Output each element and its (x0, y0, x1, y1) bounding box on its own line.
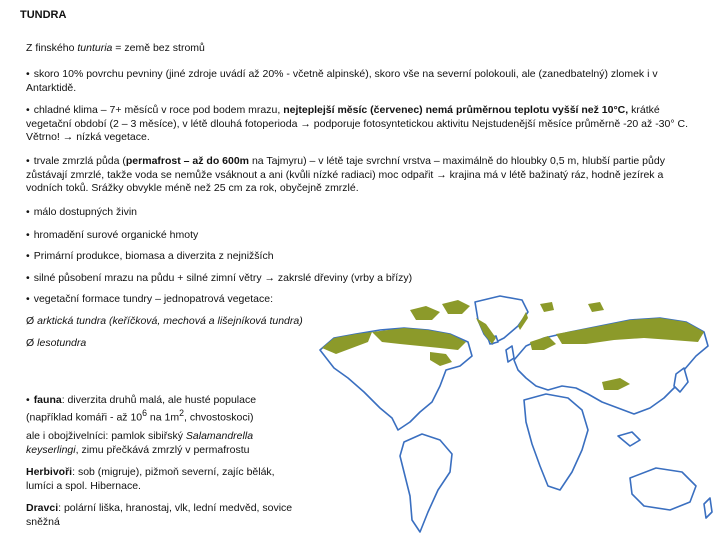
fauna-paragraph: • fauna: diverzita druhů malá, ale husté populace (například komáři - až $10^6$ na $1m^2$, chvostoskoci) (26, 394, 257, 424)
bullet-mark: • (26, 394, 30, 406)
arrow-bullet-icon: Ø (26, 337, 35, 349)
subtype-arctic: Ø arktická tundra (keříčková, mechová a lišejníková tundra) (26, 315, 303, 327)
bullet-formations: • vegetační formace tundry – jednopatrová vegetace: (26, 293, 274, 305)
bullet-mark: • (26, 250, 30, 262)
australia-shape (630, 468, 696, 510)
etymology-line: Z finského tunturia = země bez stromů (26, 42, 205, 54)
herbivores-paragraph: Herbivoři: sob (migruje), pižmoň severní, zajíc bělák, lumíci a spol. Hibernace. (26, 466, 275, 492)
subtype-forest: Ø lesotundra (26, 337, 87, 349)
bullet-mark: • (26, 206, 30, 218)
new-zealand-shape (704, 498, 712, 518)
tundra-arctic-islands (410, 300, 470, 320)
bullet-mark: • (26, 229, 30, 241)
bullet-production: • Primární produkce, biomasa a diverzita z nejnižších (26, 250, 274, 262)
bullet-mark: • (26, 68, 30, 80)
bullet-coverage: • skoro 10% povrchu pevniny (jiné zdroje uvádí až 20% - včetně alpinské), skoro vše na severní polokouli, ale (zanedbatelný) zlomek i v Antarktidě. (26, 68, 658, 94)
africa-shape (524, 394, 588, 490)
bullet-mark: • (26, 155, 30, 167)
tundra-svalbard (540, 302, 604, 312)
arrow-bullet-icon: Ø (26, 315, 35, 327)
page-title: TUNDRA (20, 9, 67, 21)
bullet-climate: • chladné klima – 7+ měsíců v roce pod bodem mrazu, nejteplejší měsíc (červenec) nemá průměrnou teplotu vyšší než 10°C, krátké vegetační období (2 – 3 měsíce), v létě dlouhá fotoperioda → podporuje fotosyntetickou aktivitu Nejstudenější měsíce průměrně -20 až -30° C. Větrno! → nízká vegetace. (26, 104, 688, 144)
greenland-shape (475, 296, 528, 344)
bullet-nutrients: • málo dostupných živin (26, 206, 137, 218)
bullet-mark: • (26, 293, 30, 305)
world-tundra-map (300, 290, 718, 538)
south-america-shape (400, 434, 452, 532)
bullet-mark: • (26, 104, 30, 116)
bullet-mark: • (26, 272, 30, 284)
amphibians-paragraph: ale i obojživelníci: pamlok sibiřský Salamandrella keyserlingi, zimu přečkává zmrzlý v permafrostu (26, 430, 254, 456)
bullet-organic: • hromadění surové organické hmoty (26, 229, 199, 241)
etymology-word: tunturia (77, 42, 113, 54)
carnivores-paragraph: Dravci: polární liška, hranostaj, vlk, lední medvěd, sovice sněžná (26, 502, 293, 528)
bullet-frost: • silné působení mrazu na půdu + silné zimní větry → zakrslé dřeviny (vrby a břízy) (26, 272, 413, 284)
indonesia-shape (618, 432, 640, 446)
uk-shape (506, 346, 514, 362)
bullet-permafrost: • trvale zmrzlá půda (permafrost – až do 600m na Tajmyru) – v létě taje svrchní vrstva – maximálně do hloubky 0,5 m, hlubší partie půdy zůstávají zmrzlé, takže voda se nemůže vsáknout a ani (kvůli nízké radiaci) moc odpařit → krajina má v létě bažinatý ráz, hodně jezírek a vodních toků. Srážky obvykle méně než 25 cm za rok, obyčejně zmrzlé. (26, 155, 665, 195)
